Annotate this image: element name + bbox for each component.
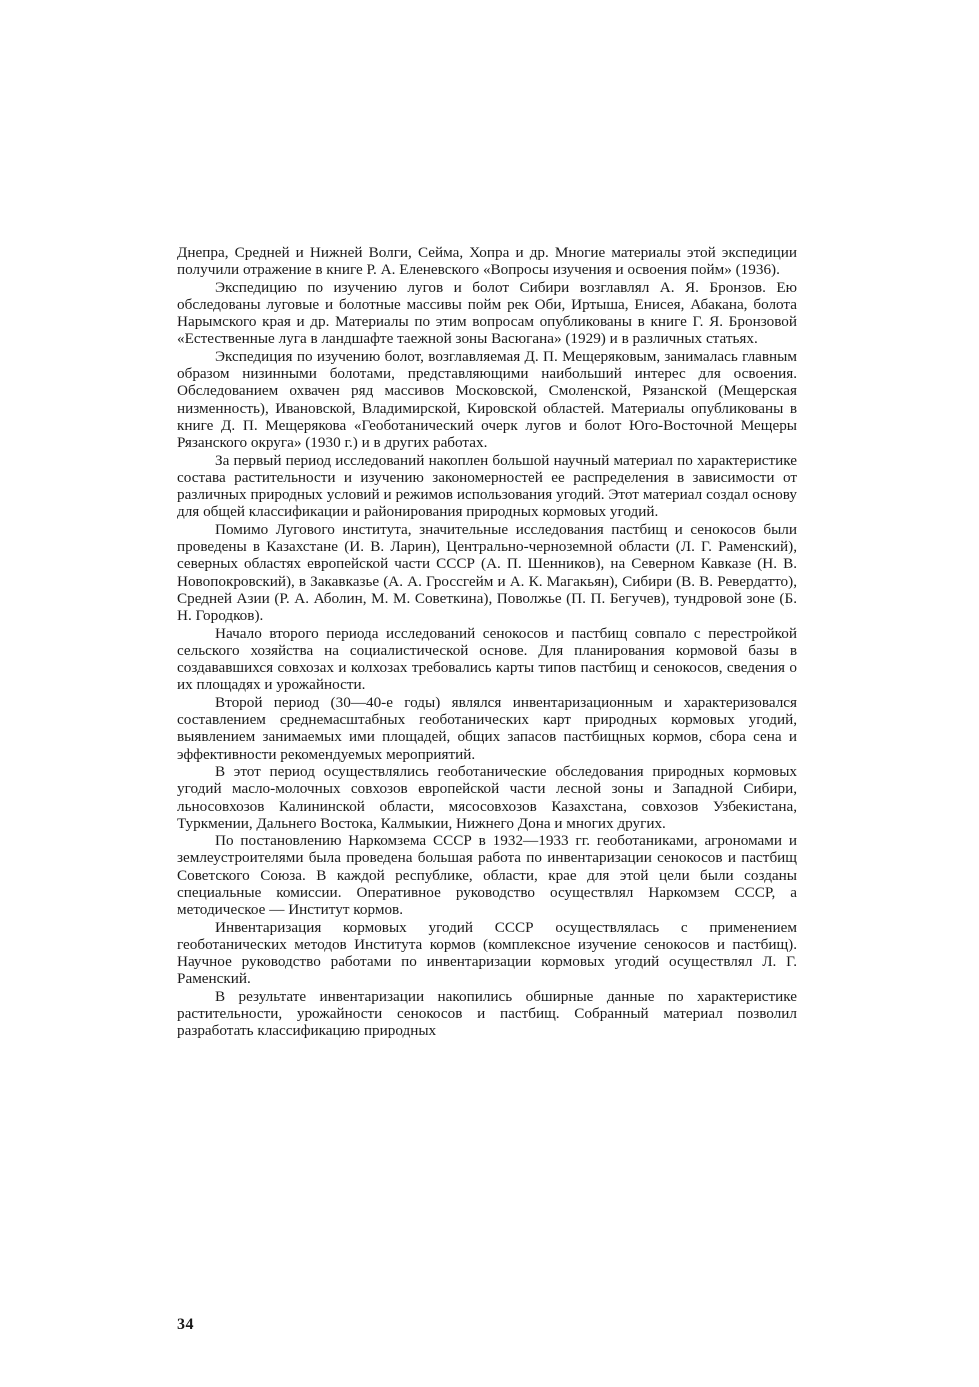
paragraph-5: Помимо Лугового института, значительные исследования пастбищ и сенокосов были проведены в Казахстане (И. В. Ларин), Центрально-черноземной области (Л. Г. Раменский), северных областях европейской части СССР (А. П. Шенников), на Северном Кавказе (Н. В. Новопокровский), в Закавказье (А. А. Гроссгейм и А. К. Магакьян), Сибири (В. В. Ревердатто), Средней Азии (Р. А. Аболин, М. М. Советкина), Поволжье (П. П. Бегучев), тундровой зоне (Б. Н. Городков). — [177, 520, 797, 625]
paragraph-7: Второй период (30—40-е годы) являлся инвентаризационным и характеризовался составлением среднемасштабных геоботанических карт природных кормовых угодий, выявлением занимаемых ими площадей, общих запасов пастбищных кормов, сбора сена и эффективности рекомендуемых мероприятий. — [177, 693, 797, 763]
paragraph-11: В результате инвентаризации накопились обширные данные по характеристике растительности, урожайности сенокосов и пастбищ. Собранный материал позволил разработать классификацию природных — [177, 987, 797, 1040]
paragraph-6: Начало второго периода исследований сенокосов и пастбищ совпало с перестройкой сельского хозяйства на социалистической основе. Для планирования кормовой базы в создававшихся совхозах и колхозах требовались карты типов пастбищ и сенокосов, сведения о их площадях и урожайности. — [177, 624, 797, 694]
paragraph-3: Экспедиция по изучению болот, возглавляемая Д. П. Мещеряковым, занималась главным образом низинными болотами, представляющими наибольший интерес для освоения. Обследованием охвачен ряд массивов Московской, Смоленской, Рязанской (Мещерская низменность), Ивановской, Владимирской, Кировской областей. Материалы опубликованы в книге Д. П. Мещерякова «Геоботанический очерк лугов и болот Юго-Восточной Мещеры Рязанского округа» (1930 г.) и в других работах. — [177, 347, 797, 452]
page-number: 34 — [177, 1316, 194, 1333]
paragraph-4: За первый период исследований накоплен большой научный материал по характеристике состава растительности и изучению закономерностей ее распределения в зависимости от различных природных условий и режимов использования угодий. Этот материал создал основу для общей классификации и районирования природных кормовых угодий. — [177, 451, 797, 521]
paragraph-1: Днепра, Средней и Нижней Волги, Сейма, Хопра и др. Многие материалы этой экспедиции получили отражение в книге Р. А. Еленевского «Вопросы изучения и освоения пойм» (1936). — [177, 244, 797, 279]
paragraph-10: Инвентаризация кормовых угодий СССР осуществлялась с применением геоботанических методов Института кормов (комплексное изучение сенокосов и пастбищ). Научное руководство работами по инвентаризации кормовых угодий осуществлял Л. Г. Раменский. — [177, 918, 797, 988]
page-body — [177, 244, 797, 1040]
paragraph-2: Экспедицию по изучению лугов и болот Сибири возглавлял А. Я. Бронзов. Ею обследованы луговые и болотные массивы пойм рек Оби, Иртыша, Енисея, Абакана, болота Нарымского края и др. Материалы по этим вопросам опубликованы в книге Г. Я. Бронзовой «Естественные луга в ландшафте таежной зоны Васюгана» (1929) и в различных статьях. — [177, 278, 797, 348]
paragraph-9: По постановлению Наркомзема СССР в 1932—1933 гг. геоботаниками, агрономами и землеустроителями была проведена большая работа по инвентаризации сенокосов и пастбищ Советского Союза. В каждой республике, области, крае для этой цели были созданы специальные комиссии. Оперативное руководство осуществлял Наркомзем СССР, а методическое — Институт кормов. — [177, 832, 797, 919]
paragraph-8: В этот период осуществлялись геоботанические обследования природных кормовых угодий масло-молочных совхозов европейской части лесной зоны и Западной Сибири, льносовхозов Калининской области, мясосовхозов Казахстана, совхозов Узбекистана, Туркмении, Дальнего Востока, Калмыкии, Нижнего Дона и многих других. — [177, 762, 797, 832]
